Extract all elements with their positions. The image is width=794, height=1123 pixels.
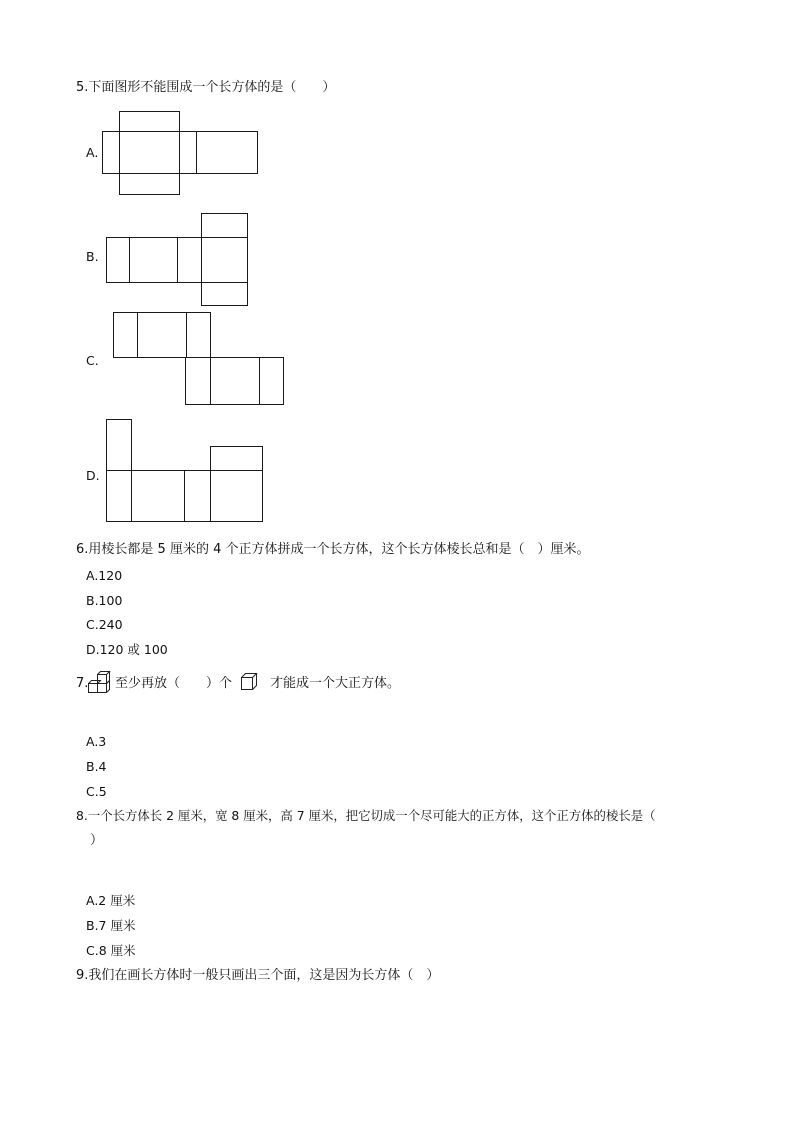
q5-option-d-label: D. [86, 468, 100, 483]
stacked-cubes-icon [86, 669, 114, 697]
q6-option-c[interactable]: C.240 [86, 617, 123, 632]
net-c [114, 313, 284, 405]
question-5-stem: 5.下面图形不能围成一个长方体的是（ ） [76, 80, 336, 95]
q8-option-c[interactable]: C.8 厘米 [86, 943, 136, 958]
q5-option-a-label[interactable]: A. [86, 145, 99, 160]
q5-option-b-label[interactable]: B. [86, 249, 99, 264]
net-d [107, 420, 263, 522]
question-7-middle: 至少再放（ ）个 [115, 676, 233, 691]
question-8-stem-line1: 8.一个长方体长 2 厘米，宽 8 厘米，高 7 厘米，把它切成一个尽可能大的正方体，这个正方体的棱长是（ [76, 808, 656, 823]
q6-option-b[interactable]: B.100 [86, 593, 123, 608]
q6-option-a[interactable]: A.120 [86, 568, 123, 583]
q6-option-d[interactable]: D.120 或 100 [86, 642, 168, 657]
q7-option-c[interactable]: C.5 [86, 784, 107, 799]
q7-option-a[interactable]: A.3 [86, 734, 107, 749]
q7-option-b[interactable]: B.4 [86, 759, 107, 774]
q8-option-a[interactable]: A.2 厘米 [86, 893, 136, 908]
question-9-stem: 9.我们在画长方体时一般只画出三个面，这是因为长方体（ ） [76, 968, 440, 983]
net-b [107, 214, 248, 306]
question-6-stem: 6.用棱长都是 5 厘米的 4 个正方体拼成一个长方体，这个长方体棱长总和是（ ）厘米。 [76, 542, 590, 557]
q8-option-b[interactable]: B.7 厘米 [86, 918, 136, 933]
question-7-suffix: 才能成一个大正方体。 [270, 676, 401, 691]
net-a [103, 112, 258, 195]
single-cube-icon [240, 672, 258, 692]
question-7-prefix: 7. [76, 676, 89, 691]
q5-option-c-label[interactable]: C. [86, 353, 99, 368]
question-8-stem-line2: ） [90, 833, 104, 848]
